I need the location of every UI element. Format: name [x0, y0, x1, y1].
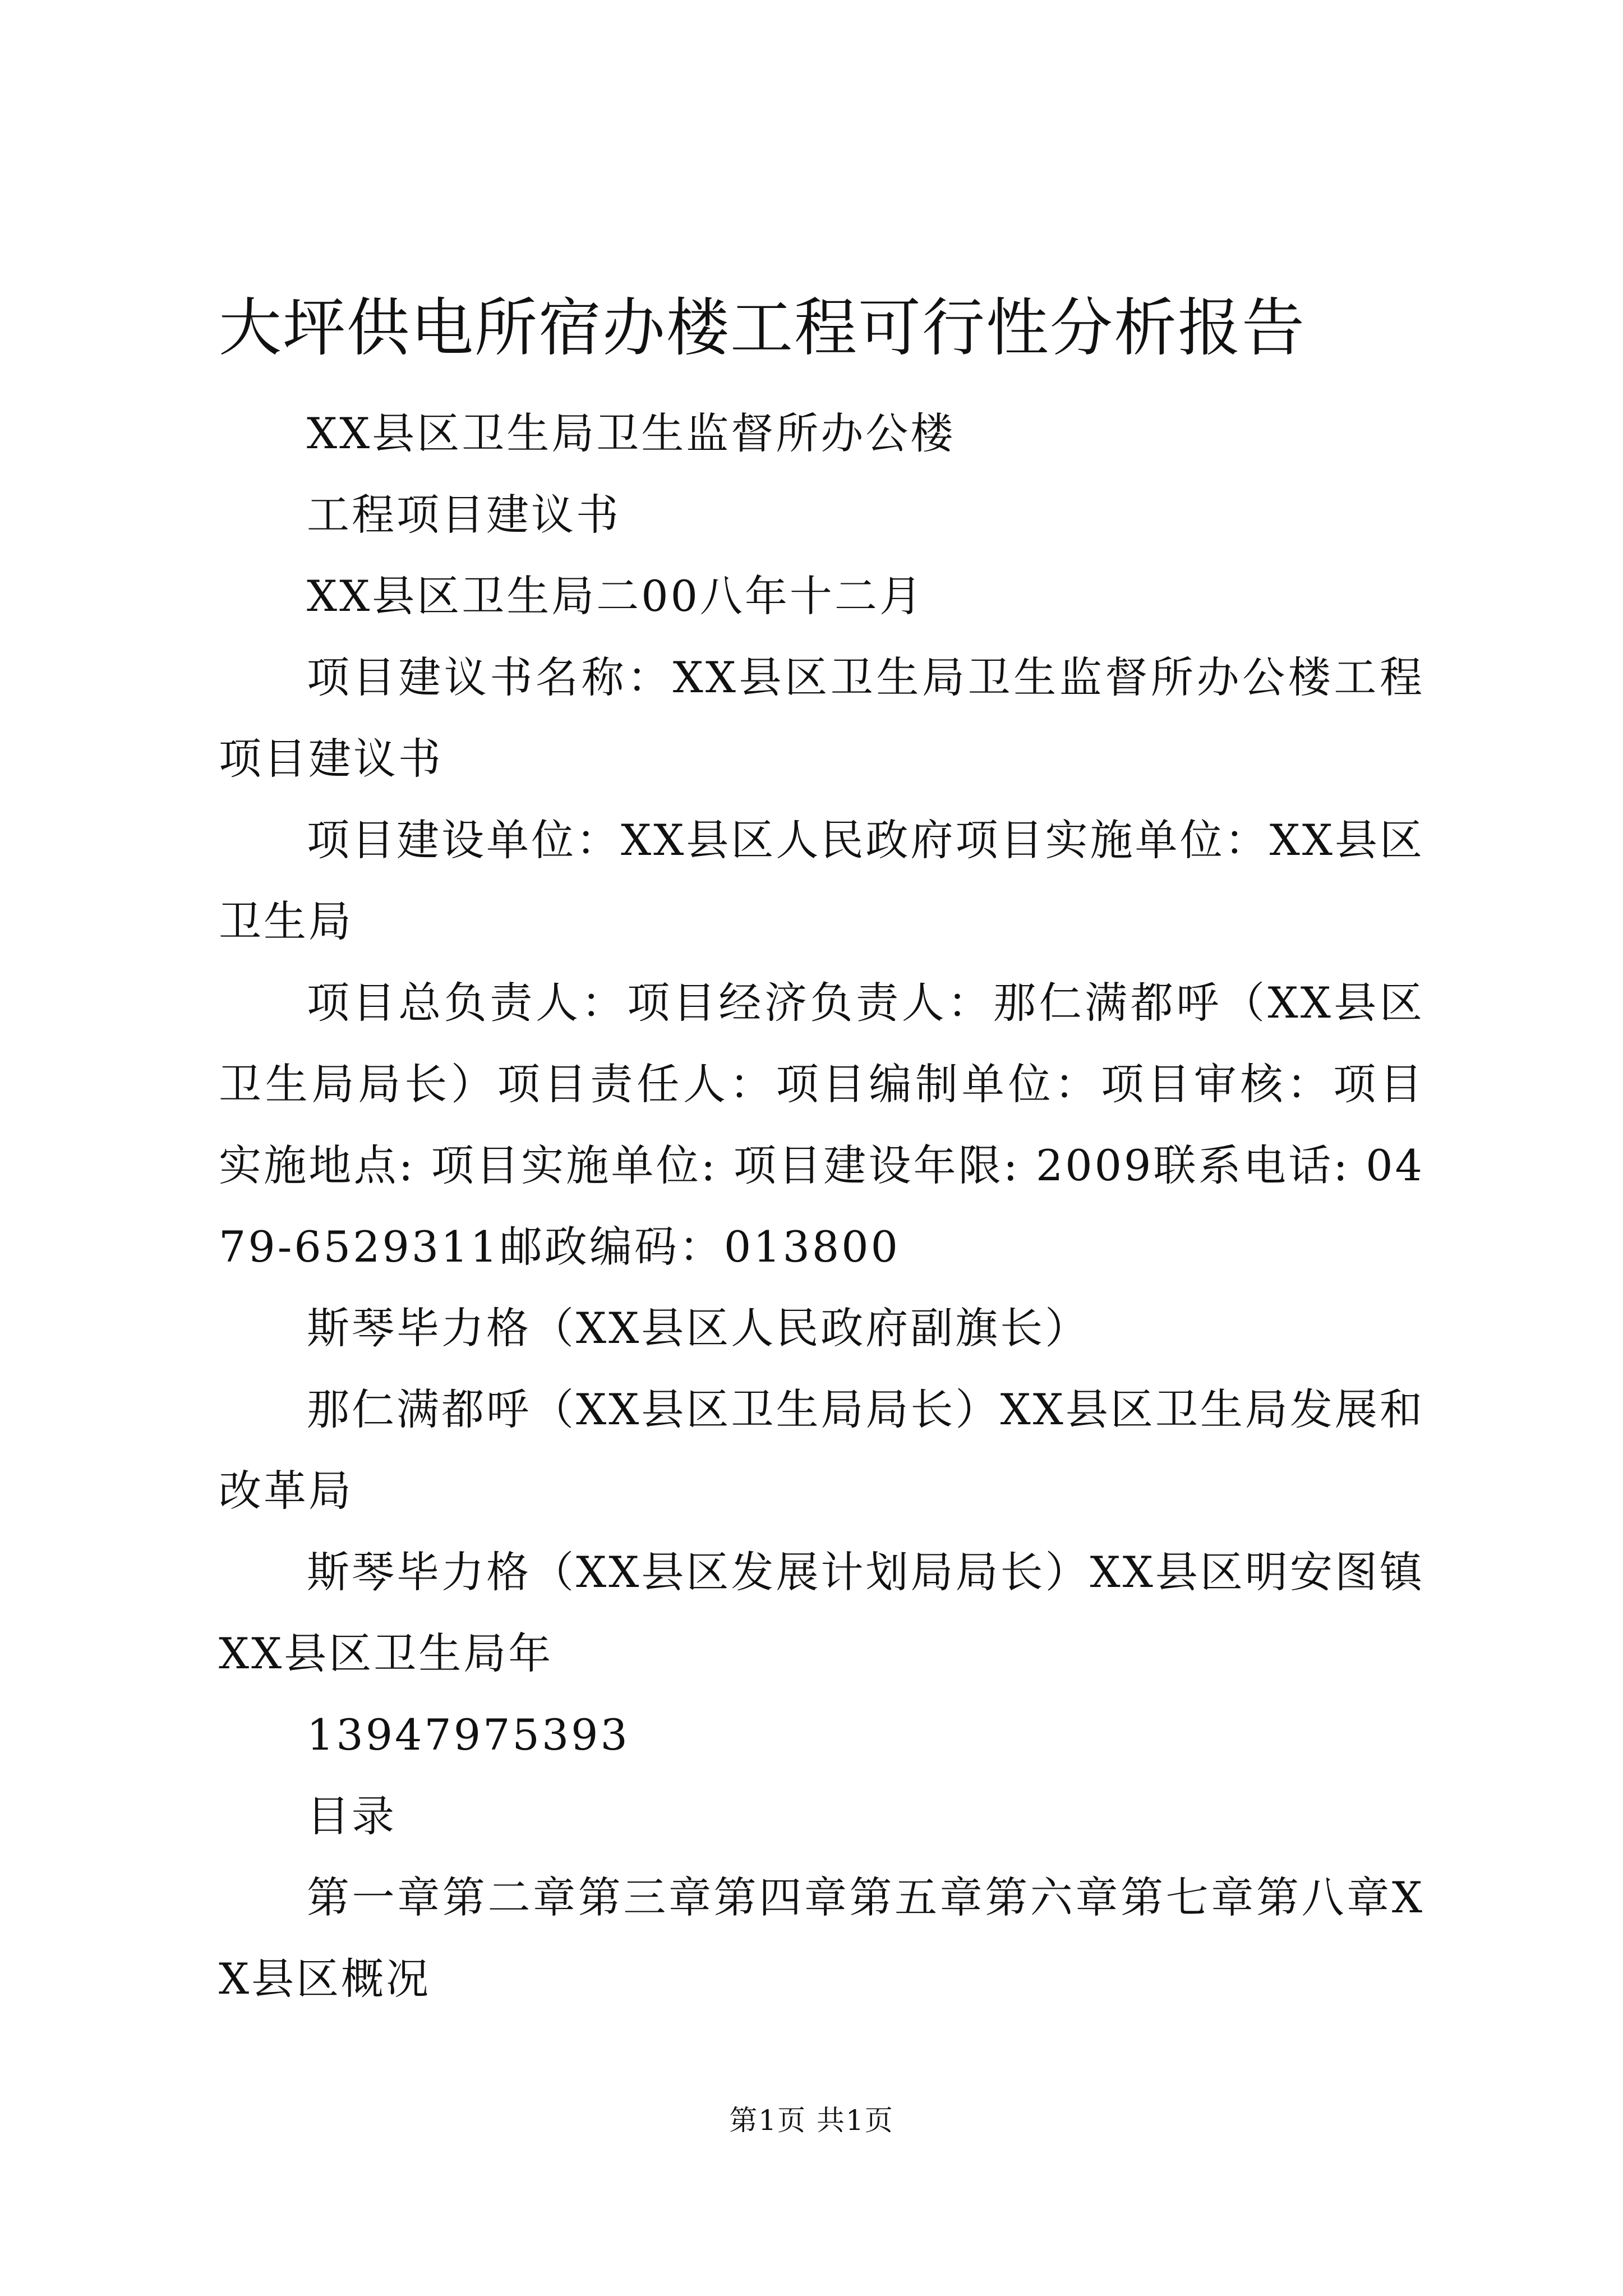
paragraph-issuer-date: XX县区卫生局二00八年十二月 — [307, 571, 924, 621]
paragraph-project-contacts: 项目总负责人：项目经济负责人：那仁满都呼（XX县区卫生局局长）项目责任人：项目编制单位：项目审核：项目实施地点: 项目实施单位: 项目建设年限: 2009联系电话: 0479-6529311邮政编码：013800 — [219, 978, 1424, 1272]
paragraph-contents-heading: 目录 — [307, 1791, 396, 1841]
paragraph-construction-unit: 项目建设单位：XX县区人民政府项目实施单位：XX县区卫生局 — [219, 815, 1424, 946]
paragraph-proposal-heading: 工程项目建议书 — [307, 490, 621, 540]
paragraph-phone-number: 13947975393 — [307, 1710, 630, 1760]
paragraph-deputy-head: 斯琴毕力格（XX县区人民政府副旗长） — [307, 1303, 1090, 1353]
paragraph-proposal-name: 项目建议书名称：XX县区卫生局卫生监督所办公楼工程项目建议书 — [219, 652, 1424, 784]
paragraph-chapter-list: 第一章第二章第三章第四章第五章第六章第七章第八章XX县区概况 — [219, 1872, 1424, 2004]
document-title: 大坪供电所宿办楼工程可行性分析报告 — [219, 292, 1306, 365]
paragraph-planning-director: 斯琴毕力格（XX县区发展计划局局长）XX县区明安图镇XX县区卫生局年 — [219, 1547, 1424, 1678]
paragraph-bureau-director: 那仁满都呼（XX县区卫生局局长）XX县区卫生局发展和改革局 — [219, 1384, 1424, 1516]
document-body — [219, 393, 1424, 2019]
page-footer: 第1页 共1页 — [729, 2104, 894, 2137]
paragraph-office-building: XX县区卫生局卫生监督所办公楼 — [307, 408, 956, 458]
